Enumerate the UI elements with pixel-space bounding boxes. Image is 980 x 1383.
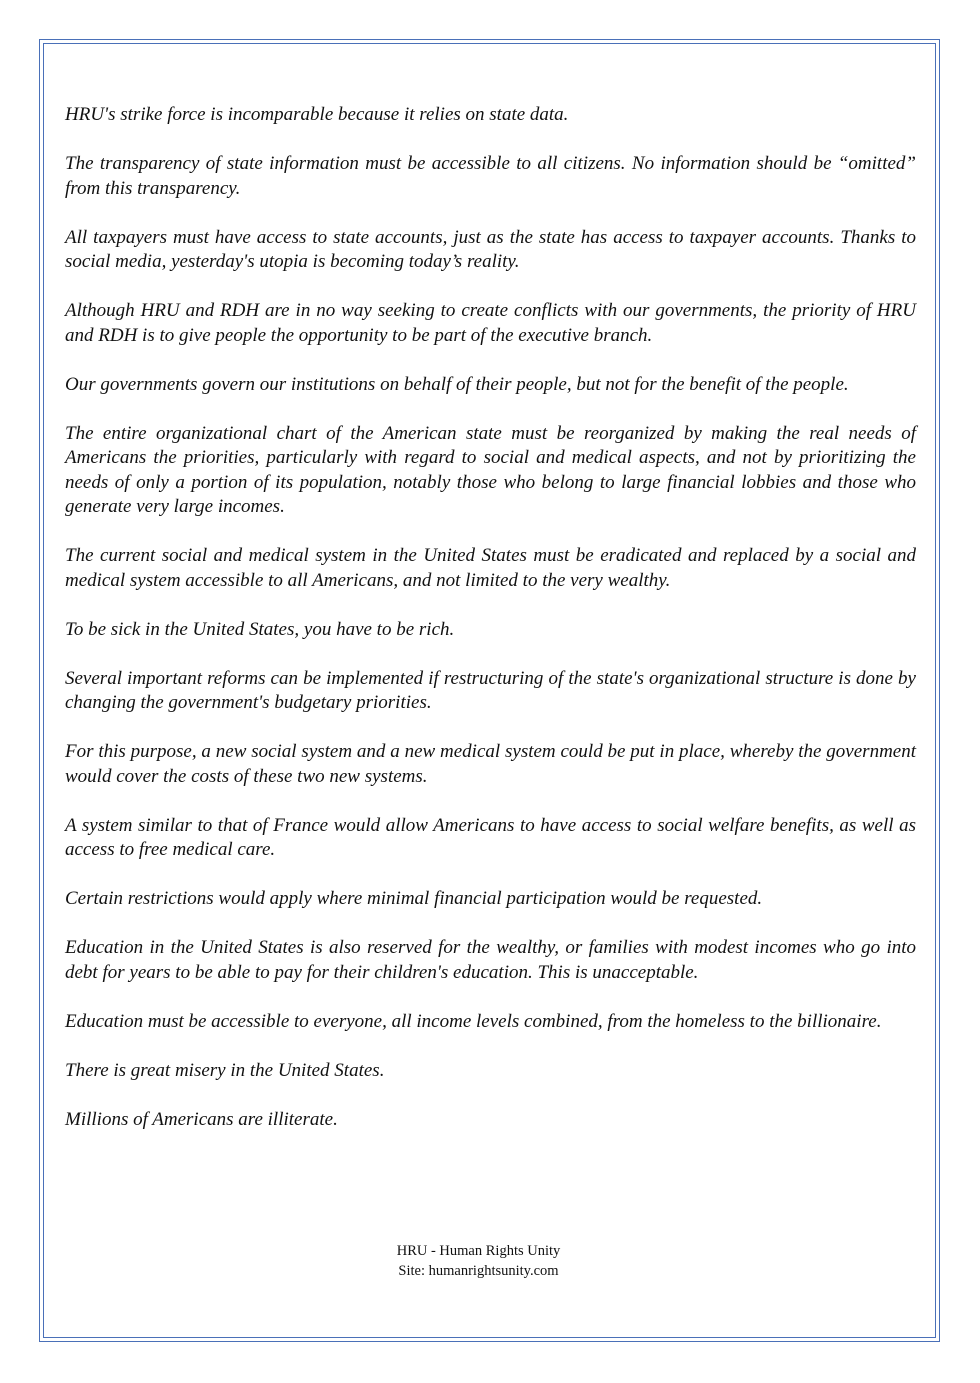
paragraph: All taxpayers must have access to state accounts, just as the state has access to taxpayer accounts. Thanks to social media, yesterday's utopia is becoming today’s reality. (65, 226, 916, 272)
paragraph: Education in the United States is also reserved for the wealthy, or families with modest incomes who go into debt for years to be able to pay for their children's education. This is unacceptable. (65, 937, 916, 983)
paragraph: For this purpose, a new social system and a new medical system could be put in place, whereby the government would cover the costs of these two new systems. (65, 741, 916, 787)
paragraph: Although HRU and RDH are in no way seeking to create conflicts with our governments, the priority of HRU and RDH is to give people the opportunity to be part of the executive branch. (65, 300, 916, 346)
paragraph: The transparency of state information must be accessible to all citizens. No information should be “omitted” from this transparency. (65, 153, 916, 199)
paragraph: A system similar to that of France would allow Americans to have access to social welfare benefits, as well as access to free medical care. (65, 814, 916, 860)
paragraph: Several important reforms can be implemented if restructuring of the state's organizational structure is done by changing the government's budgetary priorities. (65, 667, 916, 713)
paragraph: HRU's strike force is incomparable because it relies on state data. (65, 104, 569, 125)
paragraph: Millions of Americans are illiterate. (65, 1108, 338, 1130)
paragraph: The entire organizational chart of the American state must be reorganized by making the real needs of Americans the priorities, particularly with regard to social and medical aspects, and not by prioritizing the needs of only a portion of its population, notably those who belong to large financial lobbies and those who generate very large incomes. (65, 422, 916, 517)
document-body (65, 103, 916, 1157)
paragraph: The current social and medical system in the United States must be eradicated and replaced by a social and medical system accessible to all Americans, and not limited to the very wealthy. (65, 545, 916, 591)
paragraph: Certain restrictions would apply where minimal financial participation would be requested. (65, 888, 763, 909)
paragraph: To be sick in the United States, you have to be rich. (65, 618, 455, 640)
paragraph: Education must be accessible to everyone, all income levels combined, from the homeless to the billionaire. (65, 1010, 882, 1032)
paragraph: Our governments govern our institutions on behalf of their people, but not for the benefit of the people. (65, 373, 849, 395)
paragraph: There is great misery in the United States. (65, 1059, 385, 1081)
footer-site: Site: humanrightsunity.com (398, 1263, 559, 1279)
footer-organization: HRU - Human Rights Unity (396, 1243, 561, 1259)
page-footer (0, 1241, 957, 1281)
